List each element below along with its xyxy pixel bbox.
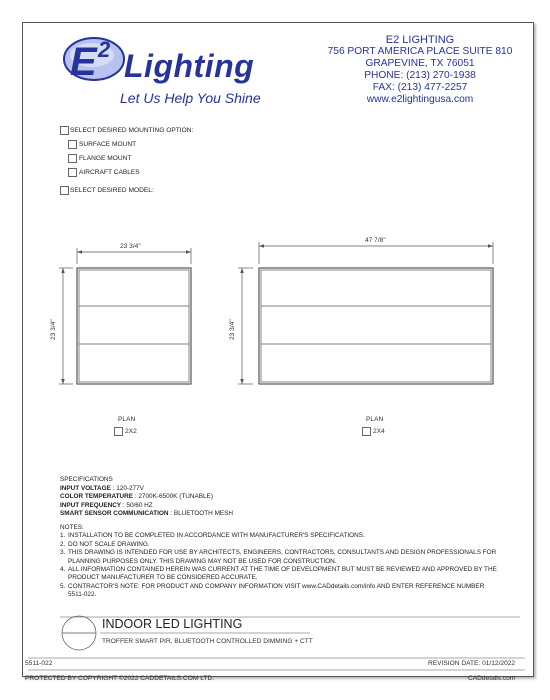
- note-number: 2.: [60, 540, 66, 548]
- note-item: [60, 549, 500, 566]
- model-2x4-checkbox[interactable]: [362, 427, 371, 436]
- left-width-dimension: 23 3/4": [120, 243, 141, 250]
- spec-label: SMART SENSOR COMMUNICATION: [60, 510, 169, 517]
- note-number: 3.: [60, 549, 66, 557]
- model-2x2-label: 2X2: [125, 428, 137, 435]
- specs-heading: SPECIFICATIONS: [60, 476, 113, 483]
- note-text: CONTRACTOR'S NOTE: FOR PRODUCT AND COMPANY INFORMATION VISIT www.CADdetails.com/info AND ENTER REFERENCE NUMBER 5511-022.: [68, 582, 485, 599]
- model-heading: SELECT DESIRED MODEL:: [70, 187, 154, 194]
- left-height-dimension: 23 3/4": [50, 319, 57, 340]
- note-text: ALL INFORMATION CONTAINED HEREIN WAS CURRENT AT THE TIME OF DEVELOPMENT BUT MUST BE REVIEWED AND APPROVED BY THE PRODUCT MANUFACTURER TO BE CONSIDERED ACCURATE.: [68, 566, 497, 582]
- spec-line: [60, 485, 233, 494]
- right-height-dimension: 23 3/4": [229, 319, 236, 340]
- note-item: [60, 541, 500, 549]
- caddetails-link[interactable]: CADdetails.com: [468, 675, 516, 682]
- note-number: 4.: [60, 566, 66, 574]
- company-fax: FAX: (213) 477-2257: [372, 82, 468, 93]
- spec-value: : 2700K-6500K (TUNABLE): [133, 493, 213, 500]
- company-address-2: GRAPEVINE, TX 76051: [365, 58, 475, 69]
- note-item: [60, 532, 500, 540]
- spec-value: : 50/60 HZ: [121, 501, 153, 509]
- note-number: 5.: [60, 582, 66, 590]
- flange-mount-label: FLANGE MOUNT: [79, 155, 132, 162]
- copyright-notice: PROTECTED BY COPYRIGHT ©2022 CADDETAILS.COM LTD.: [25, 675, 215, 682]
- spec-line: [60, 510, 233, 519]
- right-plan-label: PLAN: [366, 416, 384, 423]
- drawing-title: INDOOR LED LIGHTING: [102, 617, 243, 631]
- tagline: Let Us Help You Shine: [120, 90, 261, 106]
- company-website[interactable]: www.e2lightingusa.com: [366, 94, 474, 105]
- note-number: 1.: [60, 532, 66, 540]
- revision-date: REVISION DATE: 01/12/2022: [428, 660, 516, 667]
- note-text: INSTALLATION TO BE COMPLETED IN ACCORDANCE WITH MANUFACTURER'S SPECIFICATIONS.: [68, 532, 365, 540]
- spec-label: INPUT FREQUENCY: [60, 501, 122, 509]
- spec-label: COLOR TEMPERATURE: [60, 493, 134, 500]
- logo-wordmark: Lighting: [124, 48, 255, 84]
- aircraft-cables-label: AIRCRAFT CABLES: [79, 169, 140, 176]
- spec-line: [60, 493, 233, 502]
- company-phone: PHONE: (213) 270-1938: [364, 70, 476, 81]
- spec-line: [60, 502, 233, 511]
- section-symbol-icon: [62, 616, 96, 650]
- note-item: [60, 566, 500, 583]
- note-text: THIS DRAWING IS INTENDED FOR USE BY ARCHITECTS, ENGINEERS, CONTRACTORS, CONSULTANTS AND DESIGN PROFESSIONALS FOR PLANNING PURPOSES ONLY. THIS DRAWING MAY NOT BE USED FOR CONSTRUCTION.: [68, 549, 497, 565]
- right-width-dimension: 47 7/8": [365, 237, 386, 244]
- logo-superscript: 2: [98, 37, 111, 62]
- note-item: [60, 583, 500, 600]
- note-text: DO NOT SCALE DRAWING.: [68, 540, 150, 548]
- model-2x2-checkbox[interactable]: [114, 427, 123, 436]
- spec-label: INPUT VOLTAGE: [60, 484, 111, 492]
- reference-number: 5511-022: [25, 660, 53, 667]
- spec-value: : 120-277V: [110, 484, 144, 492]
- company-address-1: 756 PORT AMERICA PLACE SUITE 810: [327, 46, 513, 57]
- company-name: E2 LIGHTING: [385, 34, 455, 46]
- surface-mount-label: SURFACE MOUNT: [79, 141, 137, 148]
- spec-value: : BLUETOOTH MESH: [168, 510, 234, 517]
- left-plan-label: PLAN: [118, 416, 136, 423]
- specifications: [60, 476, 233, 519]
- logo-letter: E: [70, 40, 97, 83]
- notes: [60, 524, 500, 600]
- drawing-subtitle: TROFFER SMART PIR, BLUETOOTH CONTROLLED DIMMING + CTT: [102, 638, 313, 645]
- notes-heading: NOTES:: [60, 524, 84, 531]
- mounting-heading: SELECT DESIRED MOUNTING OPTION:: [70, 127, 194, 134]
- model-2x4-label: 2X4: [373, 428, 385, 435]
